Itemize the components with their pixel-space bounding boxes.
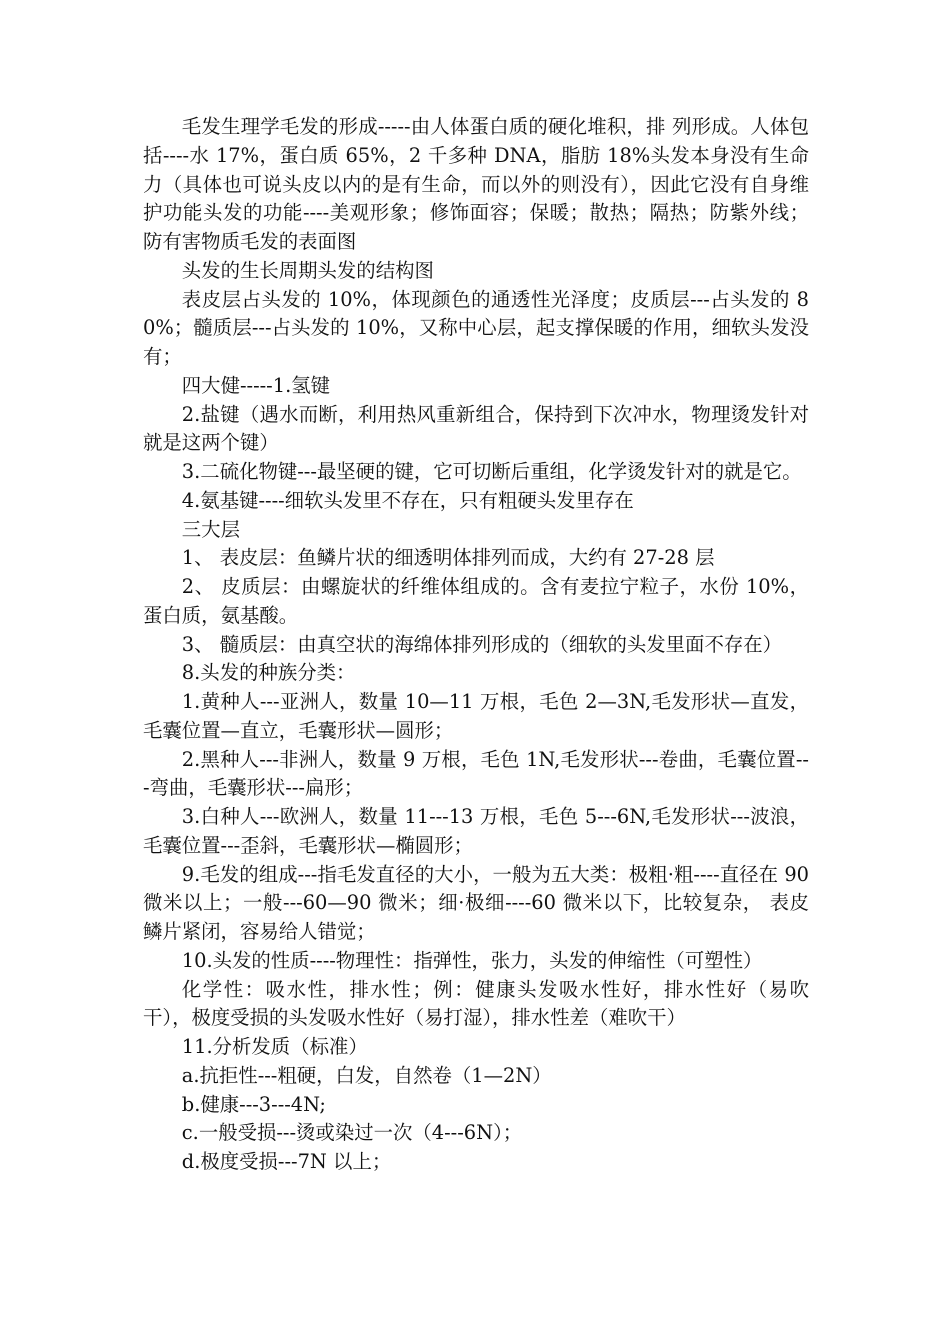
paragraph-medulla: 3、 髓质层：由真空状的海绵体排列形成的（细软的头发里面不存在）: [181, 632, 783, 656]
paragraph-yellow-race: 1.黄种人---亚洲人，数量 10—11 万根，毛色 2—3N,毛发形状—直发，毛囊位置—直立，毛囊形状—圆形；: [143, 690, 809, 742]
paragraph-analysis-c: c.一般受损---烫或染过一次（4---6N）；: [181, 1121, 523, 1145]
paragraph-hair-formation: 毛发生理学毛发的形成-----由人体蛋白质的硬化堆积，排 列形成。人体包括----水 17%，蛋白质 65%，2 千多种 DNA，脂肪 18%头发本身没有生命力（具体也可说头皮以内的是有生命，而以外的则没有），因此它没有自身维护功能头发的功能----美观形象；修饰面容；保暖；散热；隔热；防紫外线；防有害物质毛发的表面图: [143, 115, 809, 253]
paragraph-amino-bond: 4.氨基键----细软头发里不存在，只有粗硬头发里存在: [181, 488, 634, 512]
paragraph-cortex: 2、 皮质层：由螺旋状的纤维体组成的。含有麦拉宁粒子，水份 10%，蛋白质，氨基酸。: [143, 575, 809, 627]
paragraph-physical-properties: 10.头发的性质----物理性：指弹性，张力，头发的伸缩性（可塑性）: [181, 948, 763, 972]
document-body: [143, 113, 809, 1177]
paragraph-cuticle: 1、 表皮层：鱼鳞片状的细透明体排列而成，大约有 27-28 层: [181, 546, 715, 570]
paragraph-salt-bond: 2.盐键（遇水而断，利用热风重新组合，保持到下次冲水，物理烫发针对就是这两个键）: [143, 402, 809, 455]
paragraph-hair-layers: 表皮层占头发的 10%，体现颜色的通透性光泽度；皮质层---占头发的 80%；髓质层---占头发的 10%，又称中心层，起支撑保暖的作用，细软头发没有；: [143, 287, 809, 368]
paragraph-race-classification: 8.头发的种族分类：: [181, 661, 356, 685]
paragraph-three-layers: 三大层: [181, 517, 240, 541]
paragraph-analysis-a: a.抗拒性---粗硬，白发，自然卷（1—2N）: [181, 1063, 552, 1087]
paragraph-white-race: 3.白种人---欧洲人，数量 11---13 万根，毛色 5---6N,毛发形状---波浪，毛囊位置---歪斜，毛囊形状—椭圆形；: [143, 805, 809, 857]
paragraph-chemical-properties: 化学性：吸水性，排水性；例：健康头发吸水性好，排水性好（易吹干），极度受损的头发吸水性好（易打湿），排水性差（难吹干）: [143, 977, 809, 1030]
paragraph-hair-composition: 9.毛发的组成---指毛发直径的大小，一般为五大类：极粗·粗----直径在 90 微米以上；一般---60—90 微米；细·极细----60 微米以下，比较复杂， 表皮鳞片紧闭，容易给人错觉；: [143, 862, 809, 943]
paragraph-growth-cycle: 头发的生长周期头发的结构图: [181, 258, 434, 282]
paragraph-analysis-b: b.健康---3---4N;: [181, 1092, 326, 1116]
paragraph-black-race: 2.黑种人---非洲人，数量 9 万根，毛色 1N,毛发形状---卷曲，毛囊位置---弯曲，毛囊形状---扁形；: [143, 747, 809, 800]
paragraph-four-bonds: 四大健-----1.氢键: [181, 373, 331, 397]
paragraph-analysis-heading: 11.分析发质（标准）: [181, 1035, 368, 1058]
paragraph-analysis-d: d.极度受损---7N 以上；: [181, 1150, 392, 1173]
paragraph-disulfide-bond: 3.二硫化物键---最坚硬的键，它可切断后重组，化学烫发针对的就是它。: [181, 460, 802, 483]
